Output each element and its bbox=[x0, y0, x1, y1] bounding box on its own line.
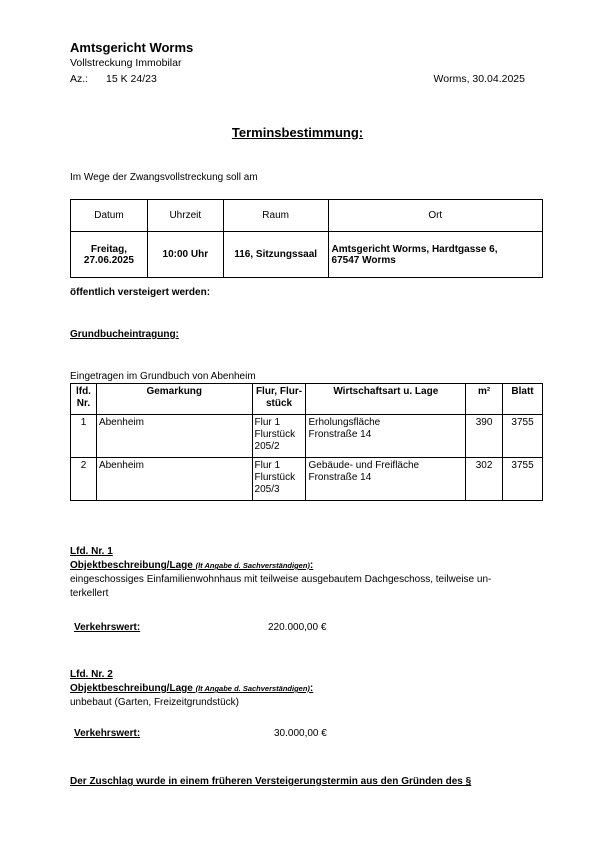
appointment-row bbox=[71, 232, 543, 278]
cell-uhrzeit: 10:00 Uhr bbox=[147, 232, 223, 278]
header-datum: Datum bbox=[71, 200, 148, 232]
item1-description bbox=[70, 573, 540, 601]
header-lfd-line2: Nr. bbox=[76, 398, 91, 409]
header-lfd-line1: lfd. bbox=[75, 386, 91, 397]
item2-obj-colon: : bbox=[309, 683, 314, 694]
row-flur bbox=[252, 458, 306, 501]
item1-obj-note: (lt Angabe d. Sachverständigen) bbox=[195, 561, 310, 570]
row-qm: 302 bbox=[466, 458, 503, 501]
item2-desc-line1: unbebaut (Garten, Freizeitgrundstück) bbox=[70, 697, 239, 708]
appointment-header-row bbox=[71, 200, 543, 232]
row-nr: 1 bbox=[71, 415, 97, 458]
flur-line2: Flurstück bbox=[254, 472, 296, 483]
row-wirtschaftsart bbox=[306, 458, 466, 501]
table-row bbox=[71, 415, 543, 458]
wirtschaft-line1: Gebäude- und Freifläche bbox=[308, 460, 420, 471]
item2-lfd: Lfd. Nr. 2 bbox=[70, 669, 113, 680]
grundbuch-intro: Eingetragen im Grundbuch von Abenheim bbox=[70, 371, 256, 382]
wirtschaft-line1: Erholungsfläche bbox=[308, 417, 381, 428]
header-uhrzeit: Uhrzeit bbox=[147, 200, 223, 232]
item1-verkehrswert-value: 220.000,00 € bbox=[268, 622, 327, 633]
item1-obj-label: Objektbeschreibung/Lage bbox=[70, 560, 193, 571]
wirtschaft-line2: Fronstraße 14 bbox=[308, 472, 372, 483]
header-lfd bbox=[71, 384, 97, 415]
item1-obj-colon: : bbox=[309, 560, 314, 571]
sold-text: öffentlich versteigert werden: bbox=[70, 287, 211, 298]
row-flur bbox=[252, 415, 306, 458]
file-number: 15 K 24/23 bbox=[106, 73, 157, 85]
datum-weekday: Freitag, bbox=[90, 243, 127, 255]
ort-line2: 67547 Worms bbox=[331, 254, 396, 266]
appointment-table bbox=[70, 199, 543, 278]
header-qm: m² bbox=[466, 384, 503, 415]
file-number-label: Az.: bbox=[70, 73, 89, 85]
datum-date: 27.06.2025 bbox=[83, 254, 134, 266]
item2-description bbox=[70, 696, 540, 710]
row-gemarkung: Abenheim bbox=[96, 415, 252, 458]
grundbuch-table bbox=[70, 383, 543, 501]
flur-line3: 205/3 bbox=[254, 484, 280, 495]
item1-obj-heading bbox=[70, 560, 313, 571]
grundbuch-header-row bbox=[71, 384, 543, 415]
item2-verkehrswert-value: 30.000,00 € bbox=[274, 728, 327, 739]
row-qm: 390 bbox=[466, 415, 503, 458]
header-flur-line2: stück bbox=[265, 398, 293, 409]
header-flur-line1: Flur, Flur- bbox=[255, 386, 303, 397]
item2-verkehrswert-label: Verkehrswert: bbox=[74, 728, 141, 739]
flur-line2: Flurstück bbox=[254, 429, 296, 440]
header-ort: Ort bbox=[328, 200, 542, 232]
table-row bbox=[71, 458, 543, 501]
flur-line1: Flur 1 bbox=[254, 460, 281, 471]
intro-text: Im Wege der Zwangsvollstreckung soll am bbox=[70, 172, 258, 183]
document-title: Terminsbestimmung: bbox=[231, 125, 364, 140]
grundbuch-heading: Grundbucheintragung: bbox=[70, 329, 179, 340]
row-wirtschaftsart bbox=[306, 415, 466, 458]
item2-obj-note: (lt Angabe d. Sachverständigen) bbox=[195, 684, 310, 693]
row-nr: 2 bbox=[71, 458, 97, 501]
place-date: Worms, 30.04.2025 bbox=[433, 73, 525, 85]
cell-ort bbox=[328, 232, 542, 278]
final-text: Der Zuschlag wurde in einem früheren Versteigerungstermin aus den Gründen des § bbox=[70, 776, 472, 787]
header-flur bbox=[252, 384, 306, 415]
flur-line3: 205/2 bbox=[254, 441, 280, 452]
header-wirtschaftsart: Wirtschaftsart u. Lage bbox=[306, 384, 466, 415]
ort-line1: Amtsgericht Worms, Hardtgasse 6, bbox=[331, 243, 498, 255]
header-gemarkung: Gemarkung bbox=[96, 384, 252, 415]
item1-lfd: Lfd. Nr. 1 bbox=[70, 546, 113, 557]
item1-verkehrswert-label: Verkehrswert: bbox=[74, 622, 141, 633]
row-blatt: 3755 bbox=[503, 458, 543, 501]
cell-raum: 116, Sitzungssaal bbox=[223, 232, 328, 278]
header-raum: Raum bbox=[223, 200, 328, 232]
department: Vollstreckung Immobilar bbox=[70, 57, 182, 69]
wirtschaft-line2: Fronstraße 14 bbox=[308, 429, 372, 440]
court-name: Amtsgericht Worms bbox=[70, 40, 194, 55]
flur-line1: Flur 1 bbox=[254, 417, 281, 428]
header-blatt: Blatt bbox=[503, 384, 543, 415]
item2-obj-label: Objektbeschreibung/Lage bbox=[70, 683, 193, 694]
item1-desc-line1: eingeschossiges Einfamilienwohnhaus mit teilweise ausgebautem Dachgeschoss, teilweise un- bbox=[70, 574, 492, 585]
cell-datum bbox=[71, 232, 148, 278]
row-gemarkung: Abenheim bbox=[96, 458, 252, 501]
item1-desc-line2: terkellert bbox=[70, 588, 109, 599]
row-blatt: 3755 bbox=[503, 415, 543, 458]
item2-obj-heading bbox=[70, 683, 313, 694]
